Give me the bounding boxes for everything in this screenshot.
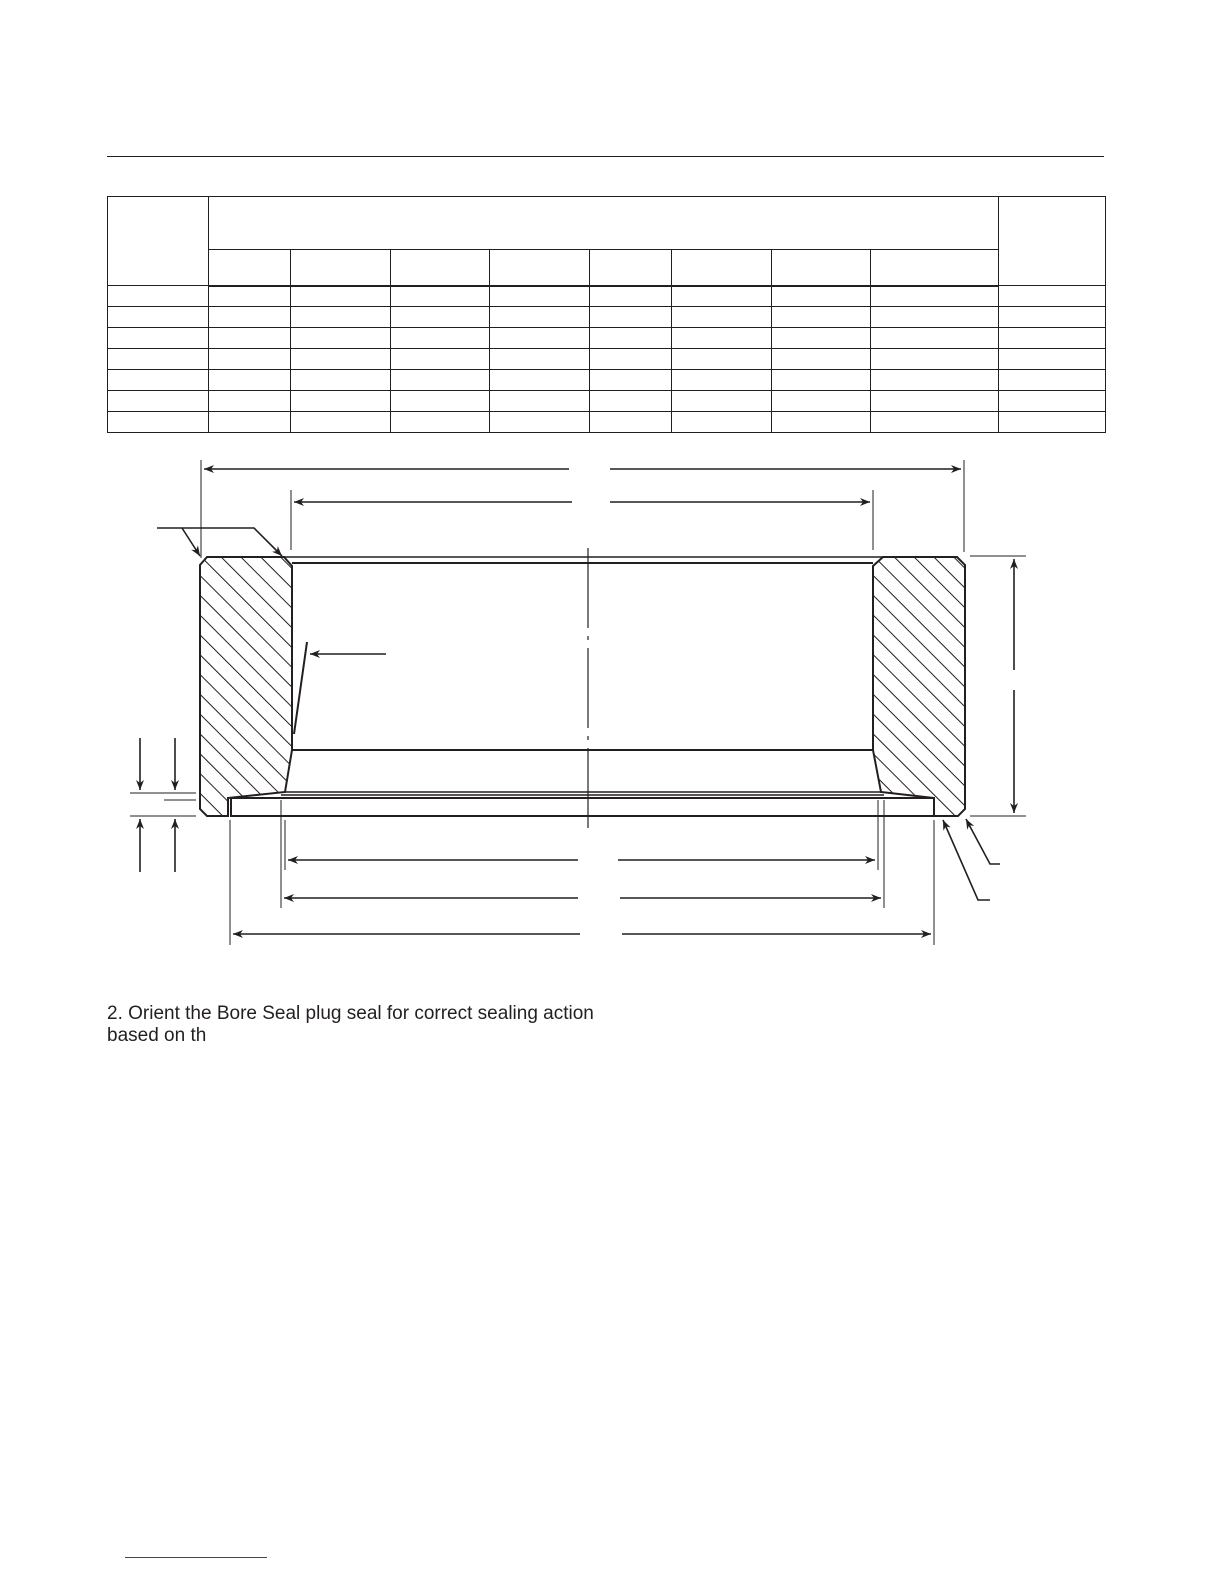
table-cell xyxy=(871,307,999,328)
table-cell xyxy=(209,349,291,370)
table-cell xyxy=(590,391,672,412)
table-cell xyxy=(772,391,871,412)
header-cell xyxy=(999,197,1106,286)
table-cell xyxy=(490,328,590,349)
table-cell xyxy=(108,370,209,391)
table-cell xyxy=(391,307,490,328)
table-cell xyxy=(999,412,1106,433)
table-cell xyxy=(108,286,209,307)
table-cell xyxy=(871,328,999,349)
table-cell xyxy=(672,412,772,433)
table-cell xyxy=(590,307,672,328)
table-cell xyxy=(672,328,772,349)
table-cell xyxy=(871,412,999,433)
table-cell xyxy=(772,370,871,391)
dimension-table xyxy=(107,196,1106,433)
table-cell xyxy=(590,286,672,307)
table-cell xyxy=(999,349,1106,370)
header-cell xyxy=(108,197,209,286)
table-cell xyxy=(291,370,391,391)
table-cell xyxy=(772,412,871,433)
table-cell xyxy=(999,328,1106,349)
header-group-cell xyxy=(209,197,999,250)
header-cell xyxy=(490,250,590,286)
table-cell xyxy=(391,349,490,370)
header-cell xyxy=(291,250,391,286)
table-cell xyxy=(108,412,209,433)
table-cell xyxy=(391,286,490,307)
table-cell xyxy=(391,370,490,391)
table-cell xyxy=(490,286,590,307)
footer-link-underline[interactable] xyxy=(125,1557,267,1558)
table-cell xyxy=(772,286,871,307)
table-cell xyxy=(999,286,1106,307)
table-row xyxy=(108,412,1106,433)
table-cell xyxy=(291,391,391,412)
table-cell xyxy=(209,328,291,349)
table-cell xyxy=(772,307,871,328)
table-row xyxy=(108,307,1106,328)
table-cell xyxy=(490,370,590,391)
bore-seal-plug-drawing xyxy=(0,440,1224,960)
table-cell xyxy=(672,349,772,370)
table-cell xyxy=(291,412,391,433)
header-cell xyxy=(590,250,672,286)
table-cell xyxy=(291,286,391,307)
table-cell xyxy=(391,412,490,433)
bottom-chamfer-leader xyxy=(966,819,1000,864)
table-cell xyxy=(490,412,590,433)
right-wall-section xyxy=(873,557,965,816)
table-cell xyxy=(490,391,590,412)
table-row xyxy=(108,349,1106,370)
table-cell xyxy=(391,328,490,349)
table-cell xyxy=(590,370,672,391)
table-cell xyxy=(590,412,672,433)
chamfer-leader xyxy=(157,528,282,556)
table-cell xyxy=(672,370,772,391)
table-cell xyxy=(871,370,999,391)
table-cell xyxy=(108,349,209,370)
header-cell xyxy=(672,250,772,286)
table-row xyxy=(108,328,1106,349)
table-cell xyxy=(108,391,209,412)
table-cell xyxy=(209,370,291,391)
table-cell xyxy=(672,307,772,328)
table-cell xyxy=(772,328,871,349)
table-cell xyxy=(871,286,999,307)
header-cell xyxy=(209,250,291,286)
table-cell xyxy=(108,307,209,328)
table-row xyxy=(108,391,1106,412)
table-cell xyxy=(209,412,291,433)
table-header-row-sub xyxy=(108,250,1106,286)
table-cell xyxy=(999,391,1106,412)
table-cell xyxy=(291,328,391,349)
table-row xyxy=(108,286,1106,307)
table-cell xyxy=(672,286,772,307)
header-cell xyxy=(391,250,490,286)
header-cell xyxy=(871,250,999,286)
table-cell xyxy=(490,349,590,370)
table-cell xyxy=(108,328,209,349)
table-row xyxy=(108,370,1106,391)
body-paragraph: 2. Orient the Bore Seal plug seal for correct sealing action based on th xyxy=(107,1003,594,1046)
table-cell xyxy=(772,349,871,370)
table-cell xyxy=(490,307,590,328)
table-cell xyxy=(291,307,391,328)
table-cell xyxy=(391,391,490,412)
table-cell xyxy=(291,349,391,370)
table-cell xyxy=(590,328,672,349)
table-cell xyxy=(209,286,291,307)
table-cell xyxy=(999,307,1106,328)
table-cell xyxy=(871,349,999,370)
left-wall-section xyxy=(200,557,292,816)
table-cell xyxy=(209,307,291,328)
table-cell xyxy=(871,391,999,412)
header-rule xyxy=(107,156,1104,157)
header-cell xyxy=(772,250,871,286)
table-cell xyxy=(672,391,772,412)
table-cell xyxy=(590,349,672,370)
table-header-row-top xyxy=(108,197,1106,250)
table-cell xyxy=(999,370,1106,391)
table-cell xyxy=(209,391,291,412)
